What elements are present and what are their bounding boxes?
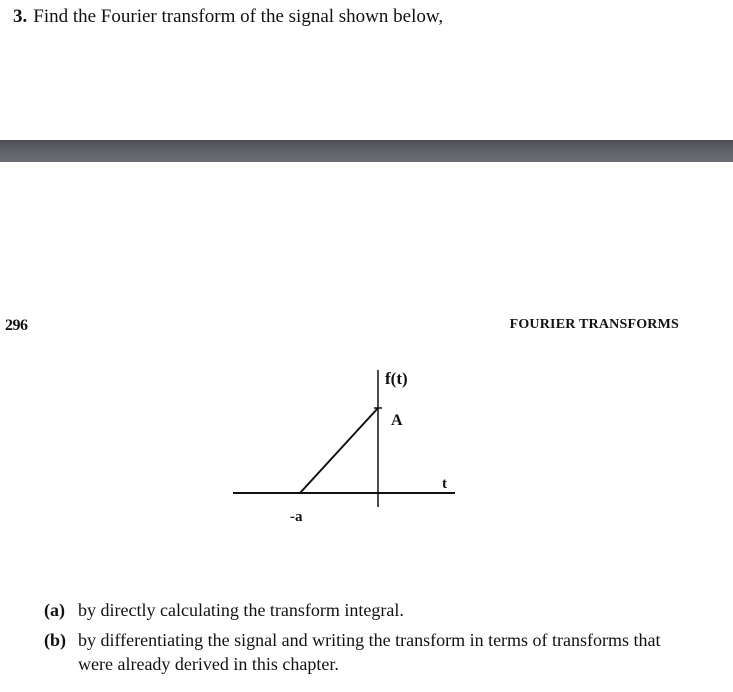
start-tick-label: -a: [290, 509, 303, 525]
chapter-title: FOURIER TRANSFORMS: [509, 317, 679, 332]
time-axis-label: t: [442, 476, 447, 492]
question-parts: [44, 598, 694, 682]
part-b-tag: (b): [44, 630, 66, 650]
part-b-text: by differentiating the signal and writing the transform in terms of transforms that were already derived in this chapter.: [78, 630, 661, 674]
function-label: f(t): [385, 369, 408, 388]
question-text: Find the Fourier transform of the signal shown below,: [33, 6, 444, 27]
page-number: 296: [5, 317, 28, 334]
amplitude-label: A: [391, 412, 403, 429]
part-a-tag: (a): [44, 600, 65, 620]
question-number: 3.: [13, 6, 28, 27]
ramp-segment: [300, 408, 378, 493]
part-b: [44, 628, 694, 676]
question-heading: [13, 6, 443, 28]
part-a: [44, 598, 694, 622]
part-a-text: by directly calculating the transform integral.: [78, 600, 404, 620]
divider-band: [0, 140, 733, 162]
